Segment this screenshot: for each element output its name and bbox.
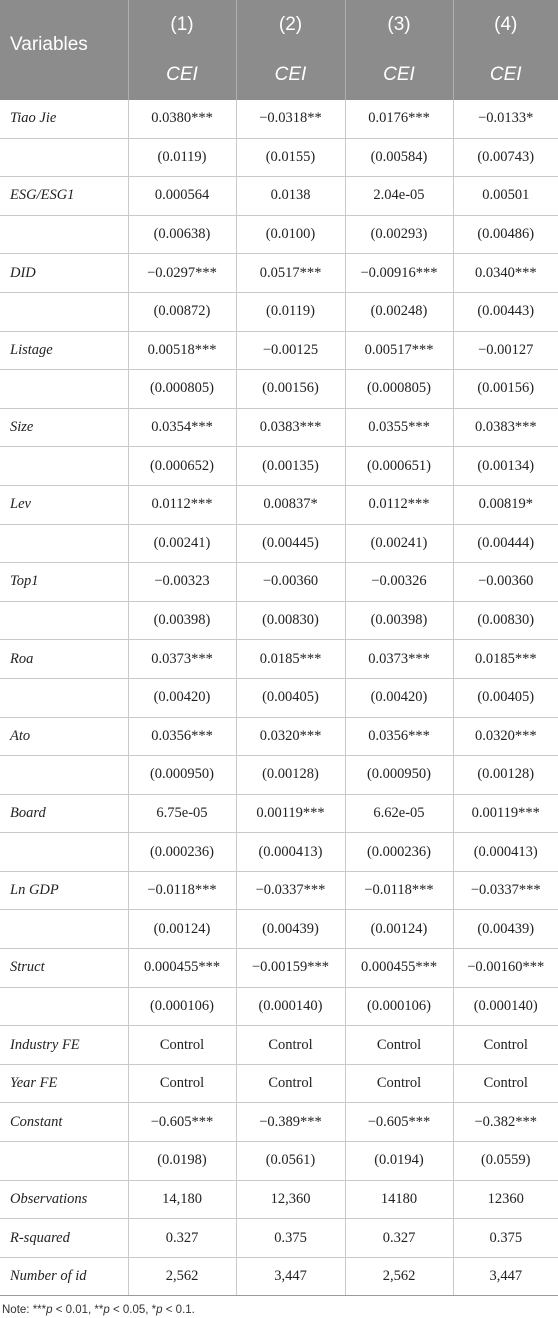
row-label: Ln GDP (0, 871, 128, 910)
row-label: ESG/ESG1 (0, 177, 128, 216)
cell-col-4: (0.000413) (453, 833, 558, 872)
table-row (0, 833, 558, 872)
cell-col-4: 0.0340*** (453, 254, 558, 293)
table-row (0, 640, 558, 679)
row-label: Size (0, 408, 128, 447)
table-row (0, 370, 558, 409)
cell-col-3: −0.00326 (345, 563, 453, 602)
cell-col-1: 0.0112*** (128, 485, 236, 524)
cell-col-1: 0.0380*** (128, 100, 236, 138)
table-row (0, 292, 558, 331)
row-label (0, 756, 128, 795)
cell-col-3: 2,562 (345, 1257, 453, 1296)
cell-col-3: 0.0356*** (345, 717, 453, 756)
cell-col-4: 0.0383*** (453, 408, 558, 447)
table-body (0, 100, 558, 1296)
cell-col-2: 0.00837* (236, 485, 345, 524)
table-row (0, 678, 558, 717)
row-label (0, 370, 128, 409)
cell-col-3: −0.00916*** (345, 254, 453, 293)
table-note (0, 1296, 558, 1316)
cell-col-1: (0.0119) (128, 138, 236, 177)
table-row (0, 447, 558, 486)
row-label: Lev (0, 485, 128, 524)
cell-col-4: −0.0337*** (453, 871, 558, 910)
cell-col-1: −0.0297*** (128, 254, 236, 293)
cell-col-1: 0.0356*** (128, 717, 236, 756)
cell-col-1: 0.00518*** (128, 331, 236, 370)
column-number-4: (4) (453, 0, 558, 50)
cell-col-3: (0.00293) (345, 215, 453, 254)
cell-col-4: −0.382*** (453, 1103, 558, 1142)
note-prefix: Note: (2, 1304, 33, 1317)
cell-col-3: (0.000236) (345, 833, 453, 872)
cell-col-3: −0.0118*** (345, 871, 453, 910)
cell-col-2: 0.0383*** (236, 408, 345, 447)
cell-col-1: Control (128, 1026, 236, 1065)
row-label (0, 447, 128, 486)
cell-col-1: (0.00398) (128, 601, 236, 640)
note-stars-2: ** (94, 1304, 104, 1317)
note-threshold-2: < 0.05, (109, 1304, 152, 1317)
cell-col-3: 2.04e-05 (345, 177, 453, 216)
table-row (0, 408, 558, 447)
cell-col-3: 0.0176*** (345, 100, 453, 138)
row-label (0, 678, 128, 717)
cell-col-2: 0.375 (236, 1219, 345, 1258)
cell-col-4: −0.00127 (453, 331, 558, 370)
cell-col-1: (0.0198) (128, 1142, 236, 1181)
note-p-3: p (156, 1304, 163, 1317)
cell-col-2: (0.00445) (236, 524, 345, 563)
cell-col-3: 0.0373*** (345, 640, 453, 679)
cell-col-2: −0.00360 (236, 563, 345, 602)
cell-col-4: (0.00439) (453, 910, 558, 949)
table-row (0, 1064, 558, 1103)
variables-header: Variables (0, 0, 128, 100)
column-number-1: (1) (128, 0, 236, 50)
cell-col-4: 3,447 (453, 1257, 558, 1296)
row-label: Top1 (0, 563, 128, 602)
cell-col-4: (0.000140) (453, 987, 558, 1026)
table-row (0, 871, 558, 910)
table-header (0, 0, 558, 100)
row-label: Ato (0, 717, 128, 756)
cell-col-2: 0.0185*** (236, 640, 345, 679)
cell-col-2: −0.0337*** (236, 871, 345, 910)
cell-col-2: 0.0320*** (236, 717, 345, 756)
cell-col-3: 6.62e-05 (345, 794, 453, 833)
cell-col-4: (0.00743) (453, 138, 558, 177)
row-label: Tiao Jie (0, 100, 128, 138)
table-row (0, 563, 558, 602)
cell-col-2: 0.0517*** (236, 254, 345, 293)
table-row (0, 100, 558, 138)
column-number-2: (2) (236, 0, 345, 50)
cell-col-4: 0.00819* (453, 485, 558, 524)
cell-col-2: (0.00439) (236, 910, 345, 949)
cell-col-3: (0.00248) (345, 292, 453, 331)
row-label (0, 292, 128, 331)
row-label (0, 215, 128, 254)
cell-col-4: Control (453, 1026, 558, 1065)
table-row (0, 756, 558, 795)
cell-col-3: Control (345, 1064, 453, 1103)
cell-col-1: (0.00241) (128, 524, 236, 563)
row-label: Number of id (0, 1257, 128, 1296)
note-threshold-3: < 0.1. (162, 1304, 195, 1317)
row-label: Roa (0, 640, 128, 679)
cell-col-1: −0.605*** (128, 1103, 236, 1142)
cell-col-3: (0.000106) (345, 987, 453, 1026)
table-row (0, 1103, 558, 1142)
cell-col-1: 0.000455*** (128, 949, 236, 988)
note-p-2: p (103, 1304, 110, 1317)
cell-col-3: (0.00241) (345, 524, 453, 563)
dependent-var-2: CEI (236, 50, 345, 100)
cell-col-1: (0.00124) (128, 910, 236, 949)
dependent-var-4: CEI (453, 50, 558, 100)
cell-col-4: (0.00405) (453, 678, 558, 717)
cell-col-2: 3,447 (236, 1257, 345, 1296)
note-stars-3: * (151, 1304, 157, 1317)
row-label: Listage (0, 331, 128, 370)
note-stars-1: *** (32, 1304, 47, 1317)
cell-col-3: (0.0194) (345, 1142, 453, 1181)
table-row (0, 949, 558, 988)
dependent-var-3: CEI (345, 50, 453, 100)
cell-col-1: (0.00872) (128, 292, 236, 331)
row-label: R-squared (0, 1219, 128, 1258)
cell-col-4: 0.0320*** (453, 717, 558, 756)
cell-col-2: (0.00156) (236, 370, 345, 409)
cell-col-4: 0.00119*** (453, 794, 558, 833)
cell-col-2: (0.00128) (236, 756, 345, 795)
cell-col-1: 0.327 (128, 1219, 236, 1258)
cell-col-1: (0.00638) (128, 215, 236, 254)
cell-col-4: 0.0185*** (453, 640, 558, 679)
cell-col-1: (0.000652) (128, 447, 236, 486)
cell-col-1: 6.75e-05 (128, 794, 236, 833)
cell-col-4: 12360 (453, 1180, 558, 1219)
cell-col-2: −0.00159*** (236, 949, 345, 988)
table-row (0, 1142, 558, 1181)
row-label: Observations (0, 1180, 128, 1219)
table-row (0, 1180, 558, 1219)
cell-col-2: −0.0318** (236, 100, 345, 138)
table-row (0, 1219, 558, 1258)
row-label (0, 910, 128, 949)
table-row (0, 717, 558, 756)
cell-col-4: 0.375 (453, 1219, 558, 1258)
cell-col-3: 14180 (345, 1180, 453, 1219)
table-row (0, 601, 558, 640)
table-row (0, 987, 558, 1026)
cell-col-1: 0.000564 (128, 177, 236, 216)
cell-col-3: (0.00124) (345, 910, 453, 949)
cell-col-4: (0.00128) (453, 756, 558, 795)
row-label (0, 524, 128, 563)
table-row (0, 910, 558, 949)
cell-col-2: (0.000413) (236, 833, 345, 872)
row-label: Industry FE (0, 1026, 128, 1065)
cell-col-2: 0.0138 (236, 177, 345, 216)
row-label: Constant (0, 1103, 128, 1142)
cell-col-2: −0.00125 (236, 331, 345, 370)
cell-col-1: 2,562 (128, 1257, 236, 1296)
row-label (0, 138, 128, 177)
cell-col-1: Control (128, 1064, 236, 1103)
table-row (0, 1026, 558, 1065)
cell-col-2: (0.0119) (236, 292, 345, 331)
row-label (0, 1142, 128, 1181)
cell-col-2: (0.000140) (236, 987, 345, 1026)
cell-col-2: 0.00119*** (236, 794, 345, 833)
cell-col-4: −0.00360 (453, 563, 558, 602)
cell-col-4: −0.0133* (453, 100, 558, 138)
row-label: DID (0, 254, 128, 293)
table-row (0, 254, 558, 293)
cell-col-2: Control (236, 1026, 345, 1065)
row-label: Board (0, 794, 128, 833)
cell-col-3: 0.0355*** (345, 408, 453, 447)
cell-col-4: (0.00443) (453, 292, 558, 331)
cell-col-1: (0.000106) (128, 987, 236, 1026)
table-row (0, 1257, 558, 1296)
cell-col-2: −0.389*** (236, 1103, 345, 1142)
cell-col-2: (0.00405) (236, 678, 345, 717)
cell-col-1: 0.0354*** (128, 408, 236, 447)
cell-col-4: (0.00486) (453, 215, 558, 254)
table-row (0, 485, 558, 524)
cell-col-3: 0.0112*** (345, 485, 453, 524)
cell-col-1: (0.00420) (128, 678, 236, 717)
cell-col-4: −0.00160*** (453, 949, 558, 988)
cell-col-3: (0.00420) (345, 678, 453, 717)
dependent-var-1: CEI (128, 50, 236, 100)
cell-col-4: (0.0559) (453, 1142, 558, 1181)
cell-col-4: (0.00134) (453, 447, 558, 486)
header-row-column-numbers (0, 0, 558, 50)
cell-col-1: (0.000950) (128, 756, 236, 795)
cell-col-2: (0.0561) (236, 1142, 345, 1181)
row-label (0, 987, 128, 1026)
cell-col-1: −0.0118*** (128, 871, 236, 910)
cell-col-2: (0.0100) (236, 215, 345, 254)
cell-col-3: (0.000651) (345, 447, 453, 486)
table-row (0, 331, 558, 370)
cell-col-1: −0.00323 (128, 563, 236, 602)
cell-col-1: (0.000805) (128, 370, 236, 409)
table-row (0, 524, 558, 563)
cell-col-4: 0.00501 (453, 177, 558, 216)
table-row (0, 138, 558, 177)
cell-col-1: 0.0373*** (128, 640, 236, 679)
cell-col-2: (0.0155) (236, 138, 345, 177)
cell-col-3: 0.327 (345, 1219, 453, 1258)
cell-col-3: (0.000805) (345, 370, 453, 409)
row-label (0, 833, 128, 872)
cell-col-2: (0.00830) (236, 601, 345, 640)
row-label (0, 601, 128, 640)
cell-col-4: (0.00156) (453, 370, 558, 409)
note-threshold-1: < 0.01, (52, 1304, 95, 1317)
row-label: Struct (0, 949, 128, 988)
cell-col-3: (0.00584) (345, 138, 453, 177)
cell-col-2: (0.00135) (236, 447, 345, 486)
row-label: Year FE (0, 1064, 128, 1103)
cell-col-2: 12,360 (236, 1180, 345, 1219)
cell-col-3: 0.000455*** (345, 949, 453, 988)
note-p-1: p (46, 1304, 53, 1317)
cell-col-2: Control (236, 1064, 345, 1103)
cell-col-3: (0.00398) (345, 601, 453, 640)
table-row (0, 177, 558, 216)
cell-col-3: (0.000950) (345, 756, 453, 795)
table-row (0, 794, 558, 833)
cell-col-4: Control (453, 1064, 558, 1103)
cell-col-4: (0.00830) (453, 601, 558, 640)
column-number-3: (3) (345, 0, 453, 50)
cell-col-3: −0.605*** (345, 1103, 453, 1142)
cell-col-1: 14,180 (128, 1180, 236, 1219)
table-row (0, 215, 558, 254)
cell-col-1: (0.000236) (128, 833, 236, 872)
cell-col-3: Control (345, 1026, 453, 1065)
cell-col-3: 0.00517*** (345, 331, 453, 370)
cell-col-4: (0.00444) (453, 524, 558, 563)
